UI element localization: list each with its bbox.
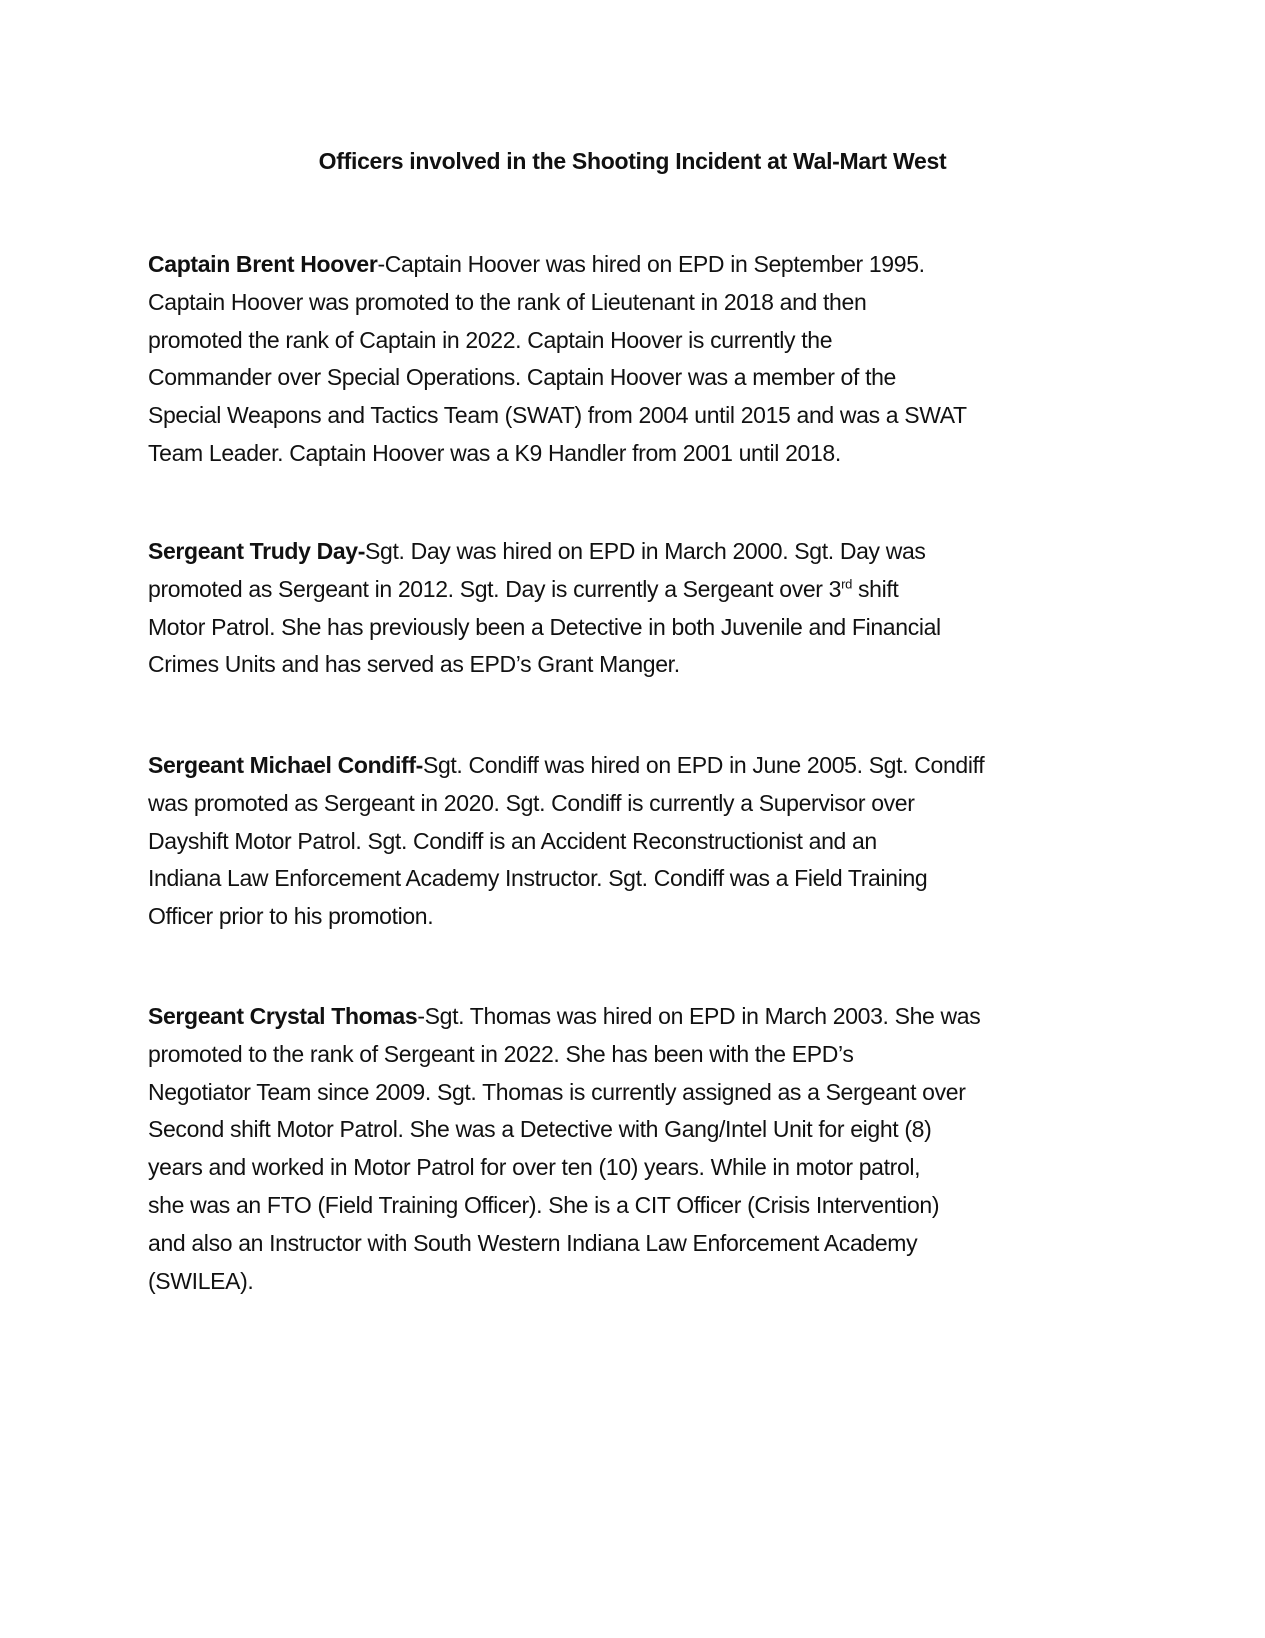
bio-line: Second shift Motor Patrol. She was a Detective with Gang/Intel Unit for eight (8) (148, 1116, 932, 1143)
officer-bio-hoover (148, 246, 1148, 473)
bio-text: shift (851, 575, 899, 602)
bio-text: Sgt. Day was hired on EPD in March 2000. Sgt. Day was (365, 538, 926, 564)
bio-line: Crimes Units and has served as EPD’s Grant Manger. (148, 651, 680, 678)
officer-name: Captain Brent Hoover (148, 251, 378, 277)
bio-line: Negotiator Team since 2009. Sgt. Thomas is currently assigned as a Sergeant over (148, 1078, 966, 1105)
bio-line: was promoted as Sergeant in 2020. Sgt. Condiff is currently a Supervisor over (148, 789, 915, 816)
bio-line: Officer prior to his promotion. (148, 903, 434, 930)
bio-line: and also an Instructor with South Western Indiana Law Enforcement Academy (148, 1229, 918, 1256)
bio-line: promoted to the rank of Sergeant in 2022. She has been with the EPD’s (148, 1040, 854, 1067)
bio-line (148, 246, 1148, 284)
officer-name: Sergeant Trudy Day- (148, 538, 366, 564)
bio-line: Commander over Special Operations. Captain Hoover was a member of the (148, 364, 896, 391)
document-title: Officers involved in the Shooting Incident at Wal-Mart West (318, 148, 947, 174)
bio-line: Motor Patrol. She has previously been a Detective in both Juvenile and Financial (148, 613, 941, 640)
bio-line: years and worked in Motor Patrol for over ten (10) years. While in motor patrol, (148, 1154, 921, 1181)
bio-text: -Captain Hoover was hired on EPD in September 1995. (377, 251, 925, 277)
bio-line: she was an FTO (Field Training Officer). She is a CIT Officer (Crisis Intervention) (148, 1191, 940, 1218)
bio-line (148, 998, 1148, 1036)
officer-bio-thomas (148, 998, 1148, 1300)
bio-text: promoted as Sergeant in 2012. Sgt. Day is currently a Sergeant over 3 (148, 575, 842, 602)
bio-line (148, 533, 1148, 571)
officer-name: Sergeant Michael Condiff- (148, 752, 423, 778)
officer-bio-day (148, 533, 1148, 684)
bio-line: Team Leader. Captain Hoover was a K9 Handler from 2001 until 2018. (148, 439, 841, 466)
bio-line: Indiana Law Enforcement Academy Instructor. Sgt. Condiff was a Field Training (148, 865, 928, 892)
bio-text: -Sgt. Thomas was hired on EPD in March 2003. She was (417, 1003, 981, 1029)
bio-line (148, 571, 1148, 609)
bio-line: (SWILEA). (148, 1267, 254, 1294)
bio-text: Sgt. Condiff was hired on EPD in June 2005. Sgt. Condiff (422, 752, 985, 778)
bio-line: Captain Hoover was promoted to the rank of Lieutenant in 2018 and then (148, 288, 867, 315)
ordinal-superscript: rd (841, 576, 852, 592)
officer-name: Sergeant Crystal Thomas (148, 1003, 418, 1029)
bio-line: promoted the rank of Captain in 2022. Captain Hoover is currently the (148, 326, 833, 353)
bio-line: Dayshift Motor Patrol. Sgt. Condiff is an Accident Reconstructionist and an (148, 827, 877, 854)
officer-bio-condiff (148, 747, 1148, 936)
bio-line: Special Weapons and Tactics Team (SWAT) from 2004 until 2015 and was a SWAT (148, 402, 967, 429)
bio-line (148, 747, 1148, 785)
